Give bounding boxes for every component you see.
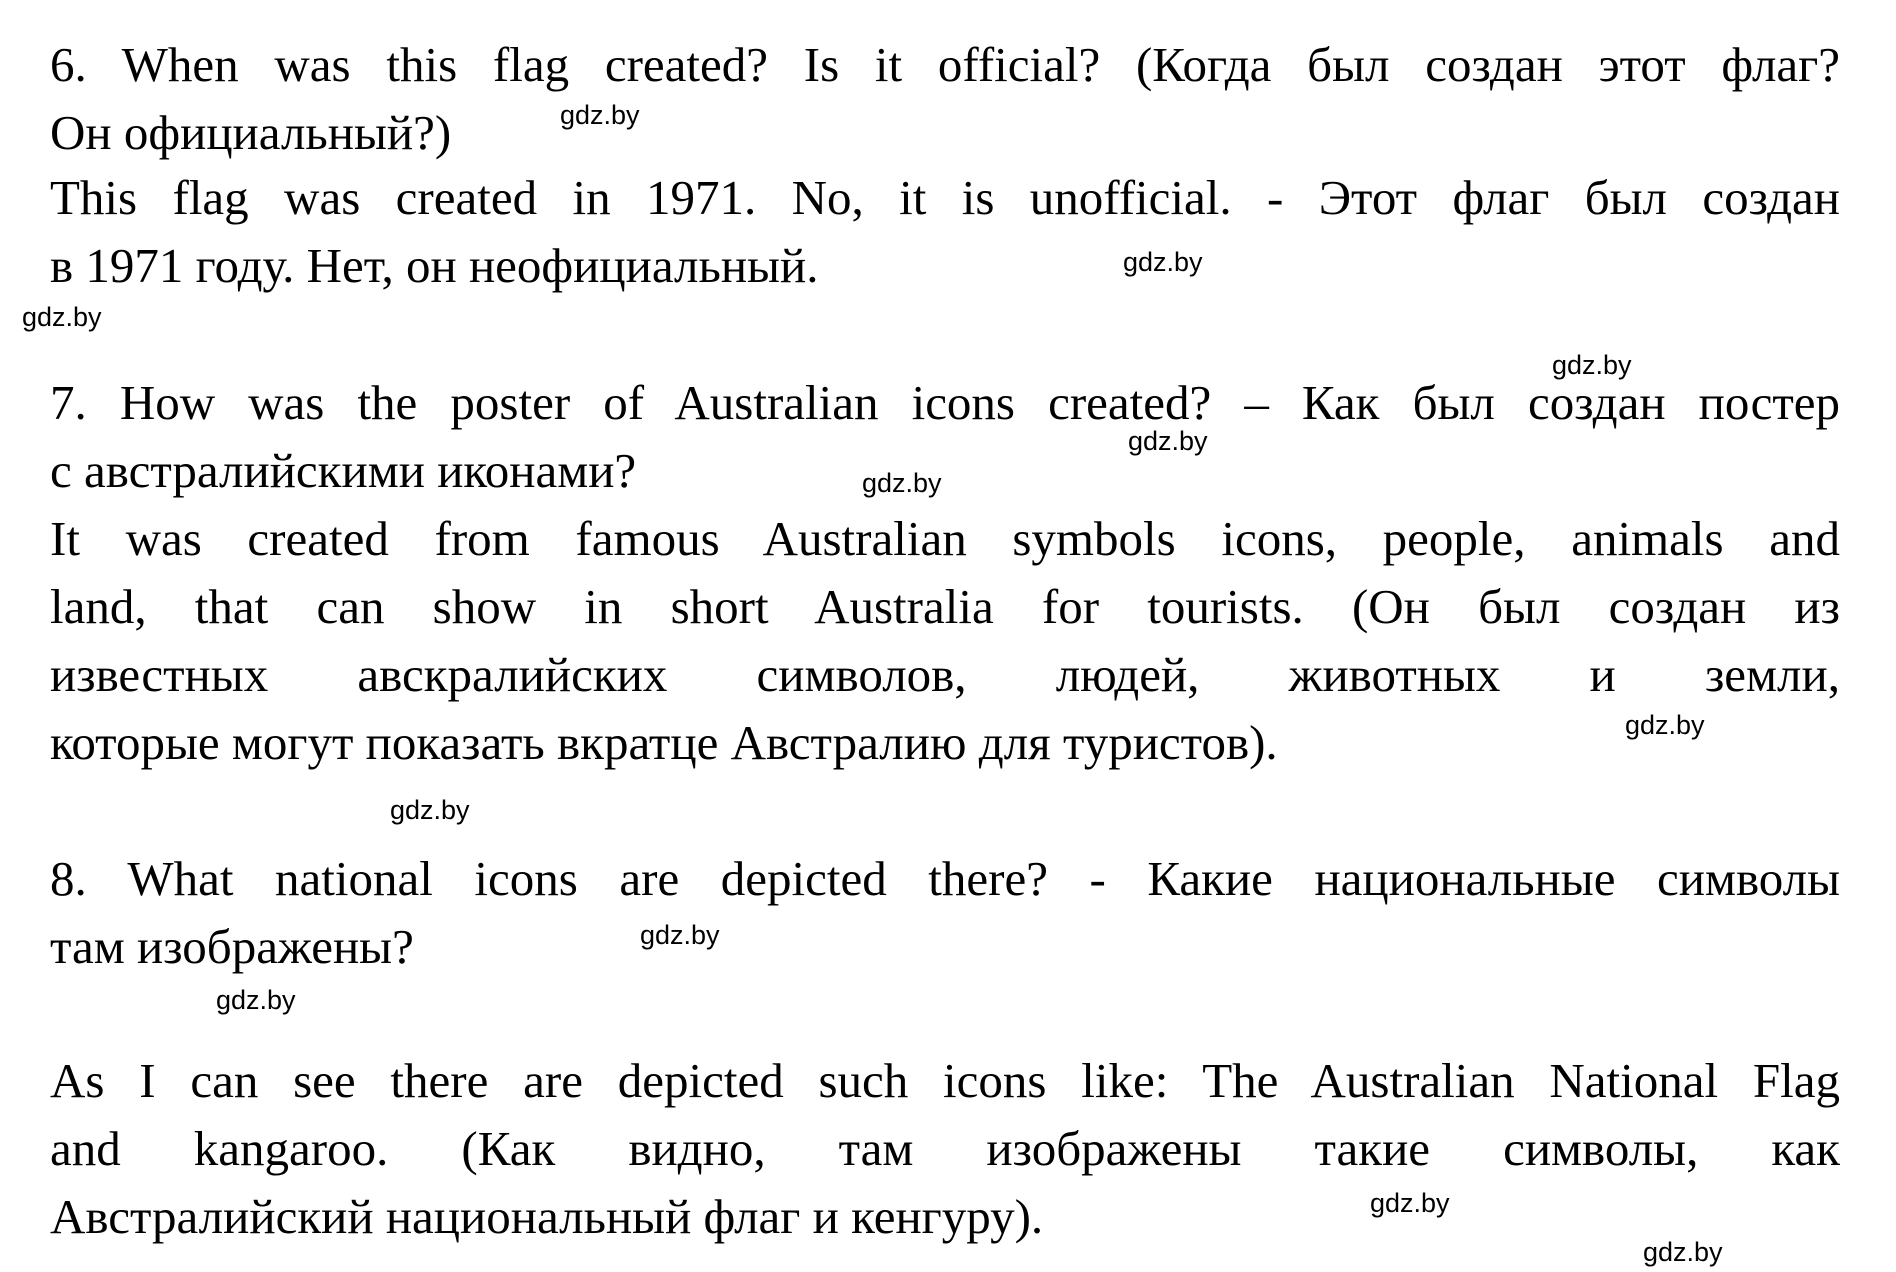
q7-answer-line-4: которые могут показать вкратце Австралию для туристов).	[50, 715, 1278, 770]
q6-answer-line-1: This flag was created in 1971. No, it is unofficial. - Этот флаг был создан	[50, 170, 1840, 225]
watermark: gdz.by	[560, 100, 640, 130]
watermark: gdz.by	[640, 920, 720, 950]
q8-question-line-2: там изображены?	[50, 919, 414, 974]
q7-answer-line-1: It was created from famous Australian symbols icons, people, animals and	[50, 511, 1840, 566]
q6-question-line-1: 6. When was this flag created? Is it official? (Когда был создан этот флаг?	[50, 37, 1840, 92]
watermark: gdz.by	[1643, 1237, 1723, 1267]
watermark: gdz.by	[22, 302, 102, 332]
q7-question-line-1: 7. How was the poster of Australian icons created? – Как был создан постер	[50, 375, 1840, 430]
watermark: gdz.by	[1123, 247, 1203, 277]
q7-answer-line-2: land, that can show in short Australia for tourists. (Он был создан из	[50, 579, 1840, 634]
q7-question-line-2: с австралийскими иконами?	[50, 443, 637, 498]
q8-answer-line-2: and kangaroo. (Как видно, там изображены такие символы, как	[50, 1121, 1840, 1176]
watermark: gdz.by	[1370, 1188, 1450, 1218]
watermark: gdz.by	[1552, 350, 1632, 380]
watermark: gdz.by	[216, 985, 296, 1015]
watermark: gdz.by	[390, 795, 470, 825]
q7-answer-line-3: известных авскралийских символов, людей, животных и земли,	[50, 647, 1840, 702]
watermark: gdz.by	[1128, 426, 1208, 456]
q8-question-line-1: 8. What national icons are depicted there? - Какие национальные символы	[50, 851, 1840, 906]
q8-answer-line-1: As I can see there are depicted such icons like: The Australian National Flag	[50, 1053, 1840, 1108]
q6-question-line-2: Он официальный?)	[50, 105, 452, 160]
watermark: gdz.by	[1625, 710, 1705, 740]
watermark: gdz.by	[862, 468, 942, 498]
q6-answer-line-2: в 1971 году. Нет, он неофициальный.	[50, 238, 819, 293]
q8-answer-line-3: Австралийский национальный флаг и кенгуру).	[50, 1189, 1044, 1244]
